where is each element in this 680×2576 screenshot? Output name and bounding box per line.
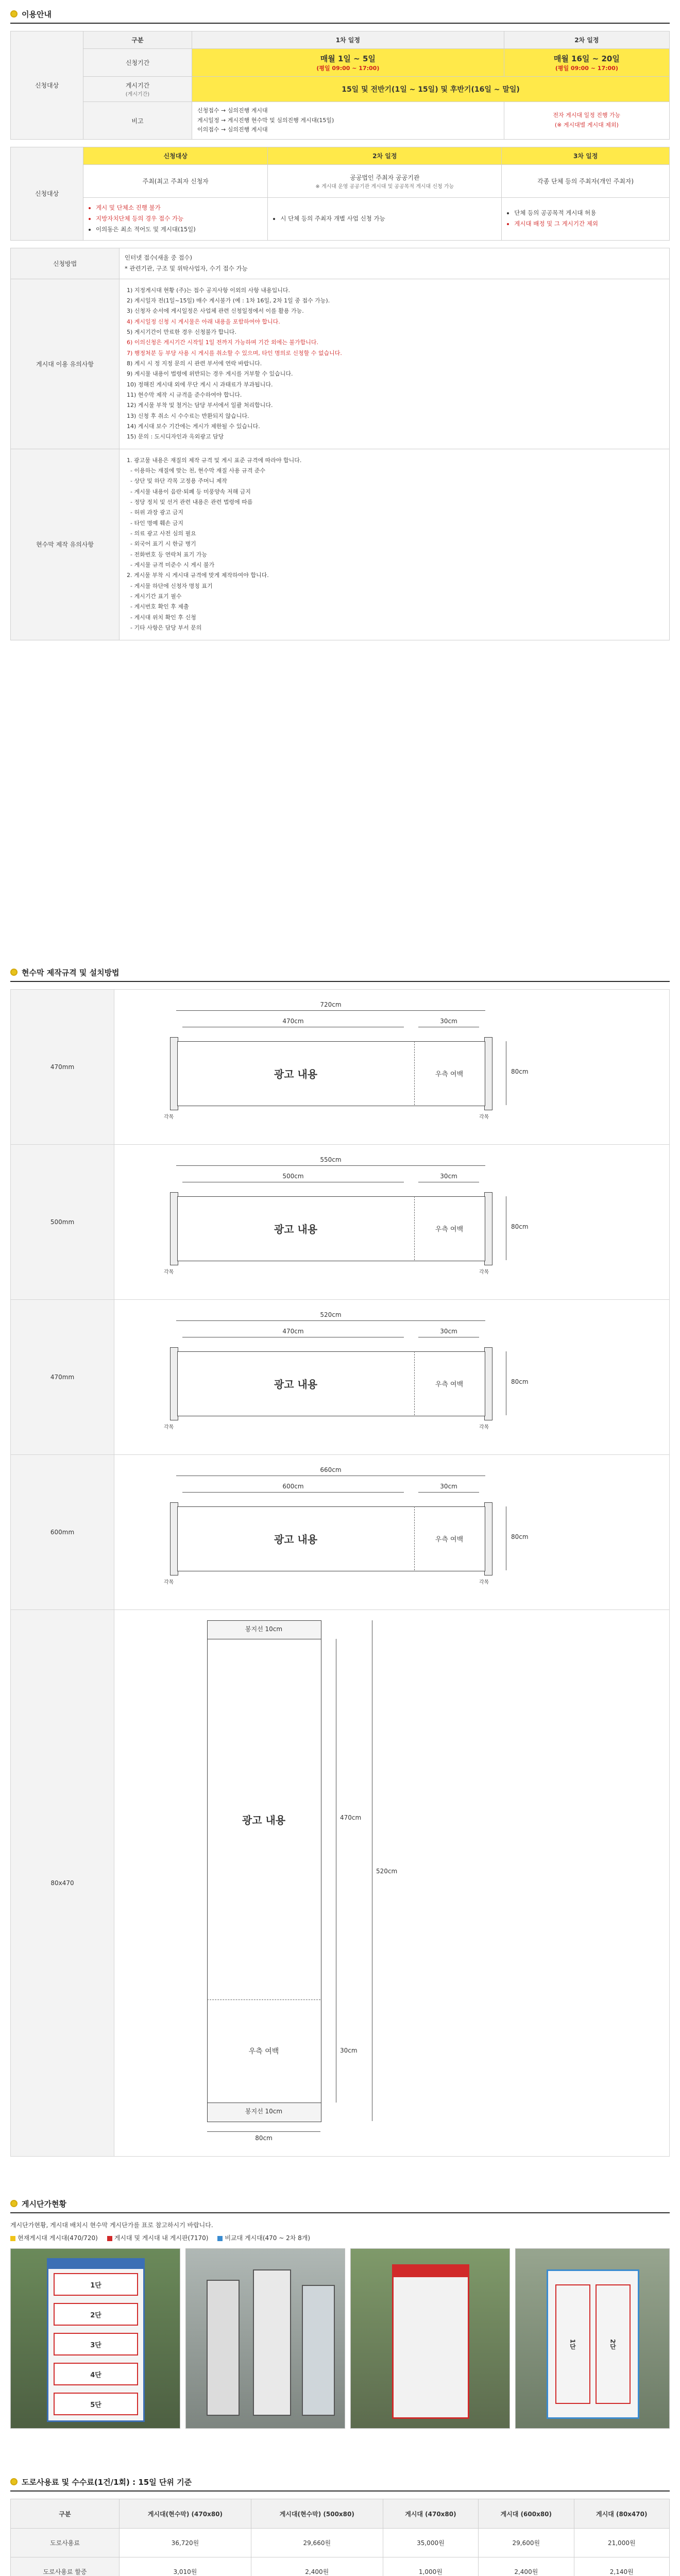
banner-slot: 1단: [54, 2273, 138, 2296]
section-header-display: [10, 2195, 670, 2213]
fee-cell: 29,660원: [251, 2529, 383, 2557]
display-legend: [10, 2233, 670, 2242]
bottom-pocket-text: 봉지선 10cm: [245, 2108, 283, 2115]
target-text: 공공법인 주최자 공공기관: [350, 174, 420, 181]
margin-width-text: 30cm: [440, 1483, 457, 1490]
banner-slot: 3단: [54, 2333, 138, 2355]
vertical-margin: 우측 여백: [248, 2047, 279, 2056]
height-text: 80cm: [511, 1378, 529, 1385]
target-cell: [268, 165, 502, 198]
target-rule-cell: [268, 198, 502, 240]
banner-pole-right: [484, 1192, 492, 1265]
table-header: 2차 일정: [504, 31, 669, 49]
pole-label: 각목: [164, 1114, 174, 1120]
section-bullet-icon: [10, 969, 18, 976]
rule-line: - 게시대 위치 확인 후 신청: [127, 614, 196, 621]
rule-line: - 허위 과장 광고 금지: [127, 509, 183, 516]
rule-item: • 지방자치단체 등의 경우 접수 가능: [96, 214, 262, 224]
caution-line: 8) 게시 시 정 지정 문의 시 관련 부서에 연락 바랍니다.: [127, 360, 262, 367]
caution-line: 2) 게시일자 전(1일~15일) 매수 게시불가 (예 : 1차 16일, 2차 1일 중 접수 가능).: [127, 297, 330, 304]
note-line: 게시일정 → 게시진행 현수막 및 심의진행 게시대(15일): [197, 116, 334, 124]
pole-label: 각목: [164, 1269, 174, 1275]
rule-line: - 의료 광고 사전 심의 필요: [127, 530, 196, 537]
fee-cell: 35,000원: [383, 2529, 478, 2557]
method-line: 인터넷 접수(새올 중 접수): [125, 254, 193, 262]
table-header: 게시대(현수막) (500x80): [251, 2499, 383, 2529]
total-width-dim: [176, 1165, 485, 1166]
fee-cell: 1,000원: [383, 2557, 478, 2576]
banner-size-label: 470mm: [11, 990, 114, 1144]
note-line: 신청접수 → 심의진행 게시대: [197, 107, 268, 114]
display-photo-3: [350, 2248, 510, 2429]
rule-item: • 이의동은 최소 적어도 및 게시대(15일): [96, 225, 262, 234]
banner-margin: 우측 여백: [435, 1535, 464, 1544]
rule-line: - 이용하는 재질에 맞는 천, 현수막 재질 사용 규격 준수: [127, 467, 266, 474]
method-cell: [120, 248, 670, 279]
fee-cell: 2,400원: [479, 2557, 574, 2576]
section-header-fees: [10, 2473, 670, 2492]
content-width-text: 470cm: [282, 1328, 304, 1335]
content-width-dim: [182, 1492, 404, 1493]
banner-size-label: 80x470: [11, 1610, 114, 2156]
rule-line: 2. 게시물 부착 시 게시대 규격에 맞게 제작하여야 합니다.: [127, 572, 269, 579]
caution-line: 13) 신청 후 취소 시 수수료는 반환되지 않습니다.: [127, 412, 249, 419]
table-header: 게시대 (470x80): [383, 2499, 478, 2529]
pole-label: 각목: [479, 1425, 489, 1430]
display-photo-1: [10, 2248, 180, 2429]
width-text: 80cm: [255, 2134, 273, 2142]
section-title: 현수막 제작규격 및 설치방법: [22, 968, 120, 977]
rule-line: - 게시물 하단에 신청자 명칭 표기: [127, 582, 213, 589]
target-table: [10, 147, 670, 240]
vertical-content: 광고 내용: [242, 1814, 286, 1826]
content-width-text: 600cm: [282, 1483, 304, 1490]
display-label-sub: (게시기간): [125, 92, 150, 97]
legend-item: [10, 2233, 98, 2242]
height-text: 80cm: [511, 1533, 529, 1540]
rule-item: • 게시 및 단체소 진행 불가: [96, 204, 262, 213]
rule-line: - 상단 및 하단 각목 고정용 주머니 제작: [127, 478, 227, 485]
caution-line: 12) 게시물 부착 및 철거는 담당 부서에서 일괄 처리합니다.: [127, 402, 273, 409]
note-line: (※ 게시대별 게시대 제외): [554, 122, 619, 129]
table-header: 구분: [83, 31, 192, 49]
pole-label: 각목: [164, 1580, 174, 1585]
rule-line: - 전화번호 등 연락처 표기 가능: [127, 551, 207, 558]
banner-spec-row: [10, 1455, 670, 1610]
section-title: 이용안내: [22, 9, 52, 19]
height-text: 80cm: [511, 1068, 529, 1075]
target-cell: 각종 단체 등의 주최자(개인 주최자): [502, 165, 670, 198]
caution-line: 10) 정해진 게시대 외에 무단 게시 시 과태료가 부과됩니다.: [127, 381, 273, 388]
table-header: 게시대 (600x80): [479, 2499, 574, 2529]
period-1: 매월 1일 ~ 5일: [320, 54, 376, 63]
display-photo-2: [185, 2248, 345, 2429]
row-label: 신청대상: [11, 147, 83, 240]
legend-item: [217, 2233, 310, 2242]
caution-line: 4) 게시일정 신청 시 게시물은 아래 내용을 포함하여야 합니다.: [127, 318, 280, 325]
table-header: 신청대상: [83, 147, 268, 165]
caution-line: 6) 이의신청은 게시기간 시작일 1일 전까지 가능하며 기간 외에는 불가합니다.: [127, 339, 319, 346]
legend-text: 현재게시대 게시대(470/720): [18, 2234, 98, 2242]
fee-cell: 2,400원: [251, 2557, 383, 2576]
section-header-banner-spec: [10, 963, 670, 982]
rule-item: • 단체 등의 공공목적 게시대 허용: [514, 209, 664, 218]
fee-cell: 29,600원: [479, 2529, 574, 2557]
caution-line: 1) 지정게시대 현황 (주)는 접수 공지사항 이외의 사항 내용입니다.: [127, 286, 290, 294]
side-slot-label: 2단: [609, 2338, 617, 2350]
total-width-text: 660cm: [320, 1466, 342, 1473]
schedule-table: 신청대상 구분 1차 일정 2차 일정 신청기간 매월 1일 ~ 5일 (평일 09:00 ~ 17:00) 매월 16일 ~ 20일 (평일 09:00 ~ 17:00) 게시기간 (게시기간) 15일 및 전반기(1일 ~ 15일) 및 후반기(16일 ~ 말일) 비고 신청접수 → 심의진행 게시대 게시일정 → 게시진행 현수막 및 심의진행 게시대(15일) 이의접수 → 심의진행 게시대 전자 게시대 일정 진행 가능 (※ 게시대별 게시대 제외): [10, 31, 670, 140]
display-label-text: 게시기간: [125, 82, 150, 89]
pole-label: 각목: [479, 1269, 489, 1275]
rule-line: - 외국어 표기 시 한글 병기: [127, 540, 196, 548]
caution-line: 15) 문의 : 도시디자인과 옥외광고 담당: [127, 433, 224, 440]
banner-pole-right: [484, 1037, 492, 1110]
target-rule-cell: [502, 198, 670, 240]
total-width-dim: [176, 1320, 485, 1321]
banner-size-label: 600mm: [11, 1455, 114, 1609]
legend-item: [107, 2233, 209, 2242]
row-label: 신청방법: [11, 248, 120, 279]
fee-cell: 2,140원: [574, 2557, 669, 2576]
section-header-usage: [10, 5, 670, 24]
margin-width-text: 30cm: [440, 1173, 457, 1180]
rule-line: - 게시물 내용이 음란·퇴폐 등 미풍양속 저해 금지: [127, 488, 251, 495]
table-header: 게시대 (80x470): [574, 2499, 669, 2529]
period-1-sub: (평일 09:00 ~ 17:00): [316, 65, 380, 72]
rule-line: - 게시번호 확인 후 제출: [127, 603, 189, 611]
target-sub: ※ 게시대 운영 공공기관 게시대 및 공공목적 게시대 신청 가능: [315, 183, 454, 190]
section-title: 게시단가현황: [22, 2199, 66, 2209]
caution-line: 14) 게시대 보수 기간에는 게시가 제한될 수 있습니다.: [127, 422, 260, 430]
note-cell-2: [504, 102, 669, 140]
margin-height-text: 30cm: [340, 2047, 358, 2054]
table-header: 게시대(현수막) (470x80): [120, 2499, 251, 2529]
rule-item: • 게시대 배정 및 그 게시기간 제외: [514, 219, 664, 229]
width-dim: [207, 2131, 320, 2132]
total-width-dim: [176, 1010, 485, 1011]
display-photo-4: [515, 2248, 670, 2429]
info-table: [10, 248, 670, 640]
banner-content: 광고 내용: [274, 1533, 318, 1546]
banner-slot: 4단: [54, 2363, 138, 2385]
note-line: 이의접수 → 심의진행 게시대: [197, 126, 268, 133]
production-rule-list: [120, 449, 670, 640]
period-cell-1: [192, 49, 504, 77]
total-width-text: 550cm: [320, 1156, 342, 1163]
section-bullet-icon: [10, 10, 18, 18]
row-label: 게시대 이용 유의사항: [11, 279, 120, 449]
caution-line: 3) 신청자 순서에 게시일정은 사업체 관련 신청일정에서 이를 활용 가능.: [127, 308, 304, 315]
banner-slot: 2단: [54, 2303, 138, 2326]
banner-spec-row-vertical: [10, 1610, 670, 2157]
total-height-text: 520cm: [376, 1868, 398, 1875]
rule-line: - 게시물 규격 미준수 시 게시 불가: [127, 562, 215, 569]
banner-size-label: 470mm: [11, 1300, 114, 1454]
rule-line: - 기타 사항은 담당 부서 문의: [127, 624, 202, 632]
row-label: 도로사용료: [11, 2529, 120, 2557]
period-2: 매월 16일 ~ 20일: [553, 54, 620, 63]
caution-line: 11) 현수막 제작 시 규격을 준수하여야 합니다.: [127, 391, 242, 398]
method-line: * 관련기관, 구조 및 위탁사업자, 수기 접수 가능: [125, 265, 248, 272]
rule-line: - 정당 정치 및 선거 관련 내용은 관련 법령에 따름: [127, 499, 253, 506]
fee-cell: 36,720원: [120, 2529, 251, 2557]
table-header: 2차 일정: [268, 147, 502, 165]
period-cell-2: [504, 49, 669, 77]
pole-label: 각목: [164, 1425, 174, 1430]
height-text: 80cm: [511, 1223, 529, 1230]
rule-item: • 시 단체 등의 주최자 개별 사업 신청 가능: [280, 214, 496, 224]
banner-slot: 5단: [54, 2393, 138, 2415]
banner-margin: 우측 여백: [435, 1380, 464, 1388]
note-label: 비고: [83, 102, 192, 140]
banner-margin: 우측 여백: [435, 1225, 464, 1233]
table-header: 1차 일정: [192, 31, 504, 49]
display-description: 게시단가현황, 게시대 배치시 현수막 게시단가를 표로 참고하시기 바랍니다.: [10, 2222, 213, 2229]
content-width-text: 470cm: [282, 1018, 304, 1025]
banner-pole-right: [484, 1502, 492, 1575]
margin-width-text: 30cm: [440, 1018, 457, 1025]
banner-pole-right: [484, 1347, 492, 1420]
caution-line: 9) 게시물 내용이 법령에 위반되는 경우 게시를 거부할 수 있습니다.: [127, 370, 293, 378]
note-line: 전자 게시대 일정 진행 가능: [553, 112, 621, 119]
table-header: 3차 일정: [502, 147, 670, 165]
section-bullet-icon: [10, 2478, 18, 2485]
total-width-text: 720cm: [320, 1001, 342, 1008]
target-rule-cell: [83, 198, 268, 240]
caution-list: [120, 279, 670, 449]
target-cell: 주최(최고 주최자 신청자: [83, 165, 268, 198]
rule-line: - 타인 명예 훼손 금지: [127, 519, 183, 527]
fee-table: [10, 2499, 670, 2576]
banner-spec-row: [10, 1145, 670, 1300]
banner-spec-list: [10, 989, 670, 2157]
caution-line: 7) 행정처분 등 부당 사용 시 게시를 취소할 수 있으며, 타인 명의로 신청할 수 없습니다.: [127, 349, 342, 357]
section-title: 도로사용료 및 수수료(1건/1회) : 15일 단위 기준: [22, 2477, 192, 2487]
content-height-text: 470cm: [340, 1814, 362, 1821]
table-row: [11, 2557, 670, 2576]
row-label: 현수막 제작 유의사항: [11, 449, 120, 640]
side-slot-label: 1단: [569, 2338, 576, 2350]
total-width-text: 520cm: [320, 1311, 342, 1318]
fee-cell: 21,000원: [574, 2529, 669, 2557]
stacked-banner-board: [47, 2258, 145, 2422]
pole-label: 각목: [479, 1580, 489, 1585]
section-bullet-icon: [10, 2200, 18, 2207]
row-label: 도로사용료 할증: [11, 2557, 120, 2576]
banner-spec-row: [10, 989, 670, 1145]
banner-margin: 우측 여백: [435, 1070, 464, 1078]
content-width-text: 500cm: [282, 1173, 304, 1180]
banner-content: 광고 내용: [274, 1223, 318, 1235]
top-pocket-text: 봉지선 10cm: [245, 1625, 283, 1633]
banner-content: 광고 내용: [274, 1378, 318, 1391]
margin-width-dim: [418, 1492, 479, 1493]
display-label: [83, 77, 192, 102]
legend-text: 비교대 게시대(470 ~ 2차 8개): [225, 2234, 311, 2242]
table-row: [11, 2529, 670, 2557]
rule-line: 1. 광고물 내용은 재질의 제작 규격 및 게시 표준 규격에 따라야 합니다.: [127, 456, 302, 464]
table-header: 구분: [11, 2499, 120, 2529]
note-cell-1: [192, 102, 504, 140]
fee-cell: 3,010원: [120, 2557, 251, 2576]
display-period: 15일 및 전반기(1일 ~ 15일) 및 후반기(16일 ~ 말일): [192, 77, 670, 102]
caution-line: 5) 게시기간이 만료한 경우 신청불가 합니다.: [127, 328, 236, 335]
period-2-sub: (평일 09:00 ~ 17:00): [555, 65, 618, 72]
pole-label: 각목: [479, 1114, 489, 1120]
banner-spec-row: [10, 1300, 670, 1455]
banner-size-label: 500mm: [11, 1145, 114, 1299]
legend-text: 게시대 및 게시대 내 게시판(7170): [114, 2234, 209, 2242]
margin-width-text: 30cm: [440, 1328, 457, 1335]
banner-content: 광고 내용: [274, 1067, 318, 1080]
row-label: 신청기간: [83, 49, 192, 77]
rule-line: - 게시기간 표기 필수: [127, 593, 182, 600]
